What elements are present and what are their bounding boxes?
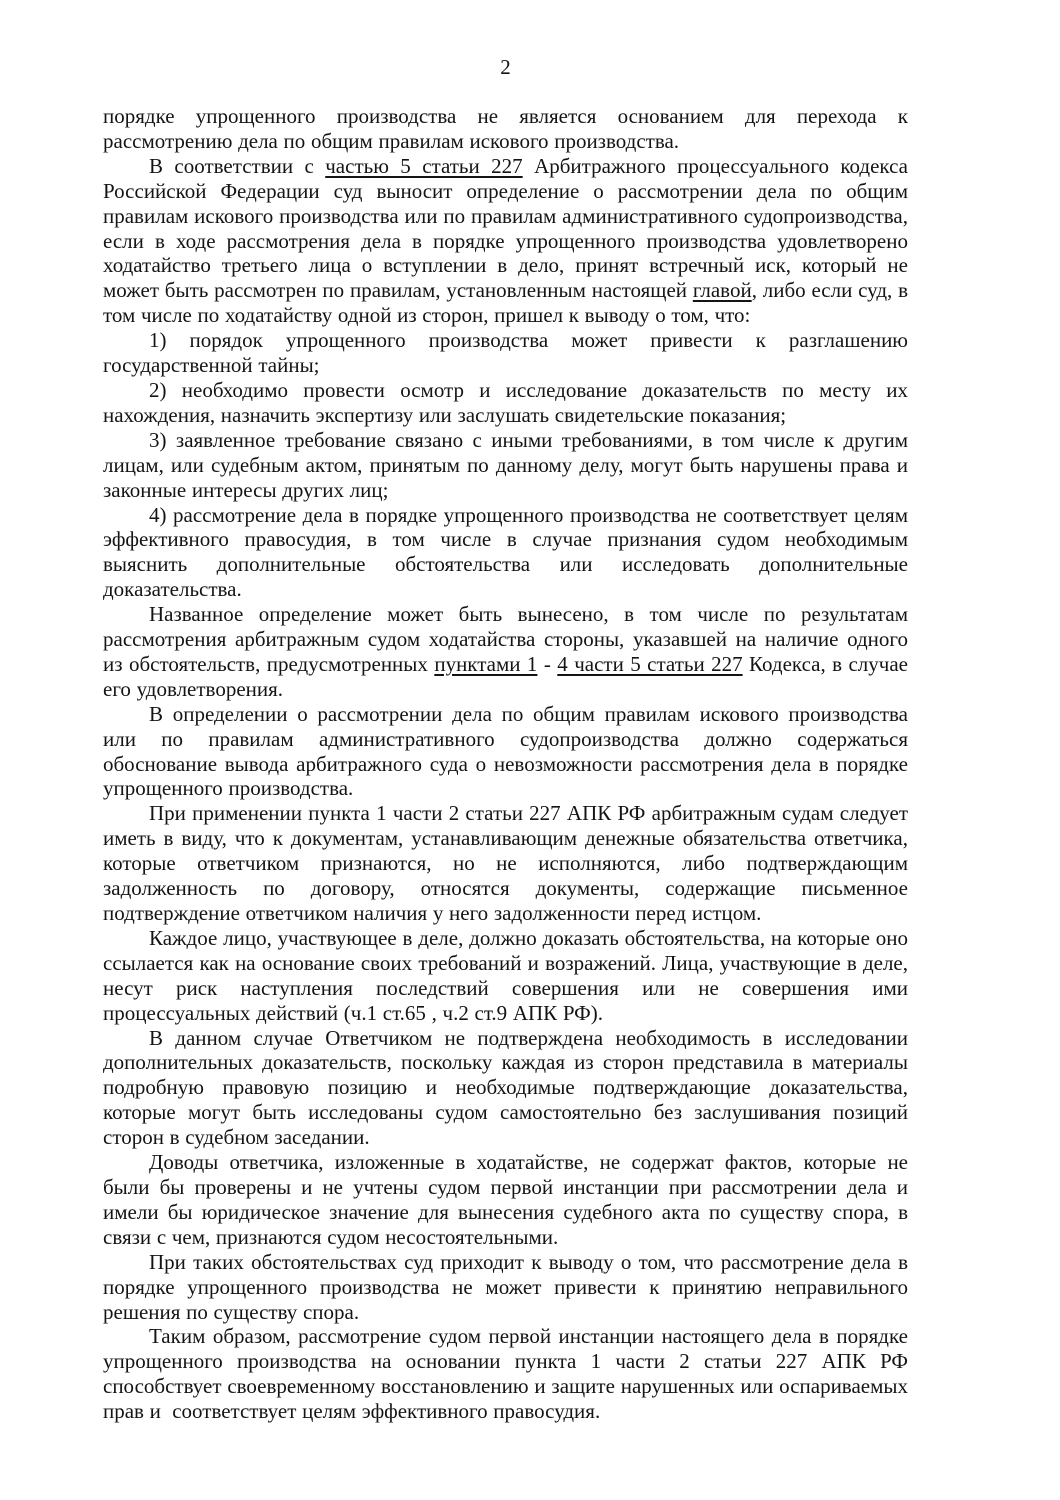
text-run: Доводы ответчика, изложенные в ходатайстве, не содержат фактов, которые не были бы проверены и не учтены судом первой инстанции при рассмотрении дела и имели бы юридическое значение для вынесения судебного акта по существу спора, в связи с чем, признаются судом несостоятельными. bbox=[103, 1150, 908, 1249]
paragraph bbox=[103, 602, 908, 702]
paragraph bbox=[103, 328, 908, 378]
text-run: В данном случае Ответчиком не подтверждена необходимость в исследовании дополнительных доказательств, поскольку каждая из сторон представила в материалы подробную правовую позицию и необходимые подтверждающие доказательства, которые могут быть исследованы судом самостоятельно без заслушивания позиций сторон в судебном заседании. bbox=[103, 1025, 908, 1150]
paragraph bbox=[103, 1324, 908, 1424]
text-run: При применении пункта 1 части 2 статьи 227 АПК РФ арбитражным судам следует иметь в виду, что к документам, устанавливающим денежные обязательства ответчика, которые ответчиком признаются, но не исполняются, либо подтверждающим задолженность по договору, относятся документы, содержащие письменное подтверждение ответчиком наличия у него задолженности перед истцом. bbox=[103, 801, 908, 925]
underlined-text: частью 5 статьи 227 bbox=[325, 153, 523, 178]
text-run: Таким образом, рассмотрение судом первой инстанции настоящего дела в порядке упрощенного производства на основании пункта 1 части 2 статьи 227 АПК РФ способствует своевременному восстановлению и защите нарушенных или оспариваемых прав и соответствует целям эффективного правосудия. bbox=[103, 1324, 908, 1424]
text-run: 3) заявленное требование связано с иными требованиями, в том числе к другим лицам, или судебным актом, принятым по данному делу, могут быть нарушены права и законные интересы других лиц; bbox=[103, 427, 908, 502]
text-run: - bbox=[537, 651, 558, 676]
paragraph bbox=[103, 503, 908, 603]
text-run: 1) порядок упрощенного производства может привести к разглашению государственной тайны; bbox=[103, 328, 908, 378]
page-number: 2 bbox=[500, 55, 511, 79]
paragraph bbox=[103, 378, 908, 428]
paragraph bbox=[103, 702, 908, 802]
underlined-text: пунктами 1 bbox=[434, 651, 538, 676]
text-run: Кодекса, в случае его удовлетворения. bbox=[103, 651, 908, 701]
text-run: Арбитражного процессуального кодекса Российской Федерации суд выносит определение о рассмотрении дела по общим правилам искового производства или по правилам административного судопроизводства, если в ходе рассмотрения дела в порядке упрощенного производства удовлетворено ходатайство третьего лица о вступлении в дело, принят встречный иск, который не может быть рассмотрен по правилам, установленным настоящей bbox=[103, 153, 908, 303]
paragraph bbox=[103, 1250, 908, 1325]
text-run: порядке упрощенного производства не является основанием для перехода к рассмотрению дела по общим правилам искового производства. bbox=[103, 104, 908, 153]
text-run: Каждое лицо, участвующее в деле, должно доказать обстоятельства, на которые оно ссылается как на основание своих требований и возражений. Лица, участвующие в деле, несут риск наступления последствий совершения или не совершения ими процессуальных действий (ч.1 ст.65 , ч.2 ст.9 АПК РФ). bbox=[103, 925, 908, 1025]
text-run: В соответствии с bbox=[149, 153, 326, 178]
paragraph bbox=[103, 428, 908, 503]
document-body bbox=[103, 104, 908, 1424]
paragraph bbox=[103, 926, 908, 1026]
text-run: Названное определение может быть вынесено, в том числе по результатам рассмотрения арбитражным судом ходатайства стороны, указавшей на наличие одного из обстоятельств, предусмотренных bbox=[103, 602, 908, 676]
text-run: , либо если суд, в том числе по ходатайству одной из сторон, пришел к выводу о том, что: bbox=[103, 278, 909, 328]
paragraph bbox=[103, 104, 908, 154]
text-run: При таких обстоятельствах суд приходит к выводу о том, что рассмотрение дела в порядке упрощенного производства не может привести к принятию неправильного решения по существу спора. bbox=[103, 1249, 908, 1324]
underlined-text: 4 части 5 статьи 227 bbox=[557, 651, 743, 676]
text-run: 4) рассмотрение дела в порядке упрощенного производства не соответствует целям эффективного правосудия, в том числе в случае признания судом необходимым выяснить дополнительные обстоятельства или исследовать дополнительные доказательства. bbox=[103, 502, 908, 602]
paragraph bbox=[103, 154, 908, 328]
paragraph bbox=[103, 801, 908, 926]
text-run: В определении о рассмотрении дела по общим правилам искового производства или по правилам административного судопроизводства должно содержаться обоснование вывода арбитражного суда о невозможности рассмотрения дела в порядке упрощенного производства. bbox=[103, 701, 908, 801]
paragraph bbox=[103, 1026, 908, 1151]
underlined-text: главой bbox=[692, 278, 752, 303]
paragraph bbox=[103, 1150, 908, 1250]
text-run: 2) необходимо провести осмотр и исследование доказательств по месту их нахождения, назначить экспертизу или заслушать свидетельские показания; bbox=[103, 377, 908, 427]
